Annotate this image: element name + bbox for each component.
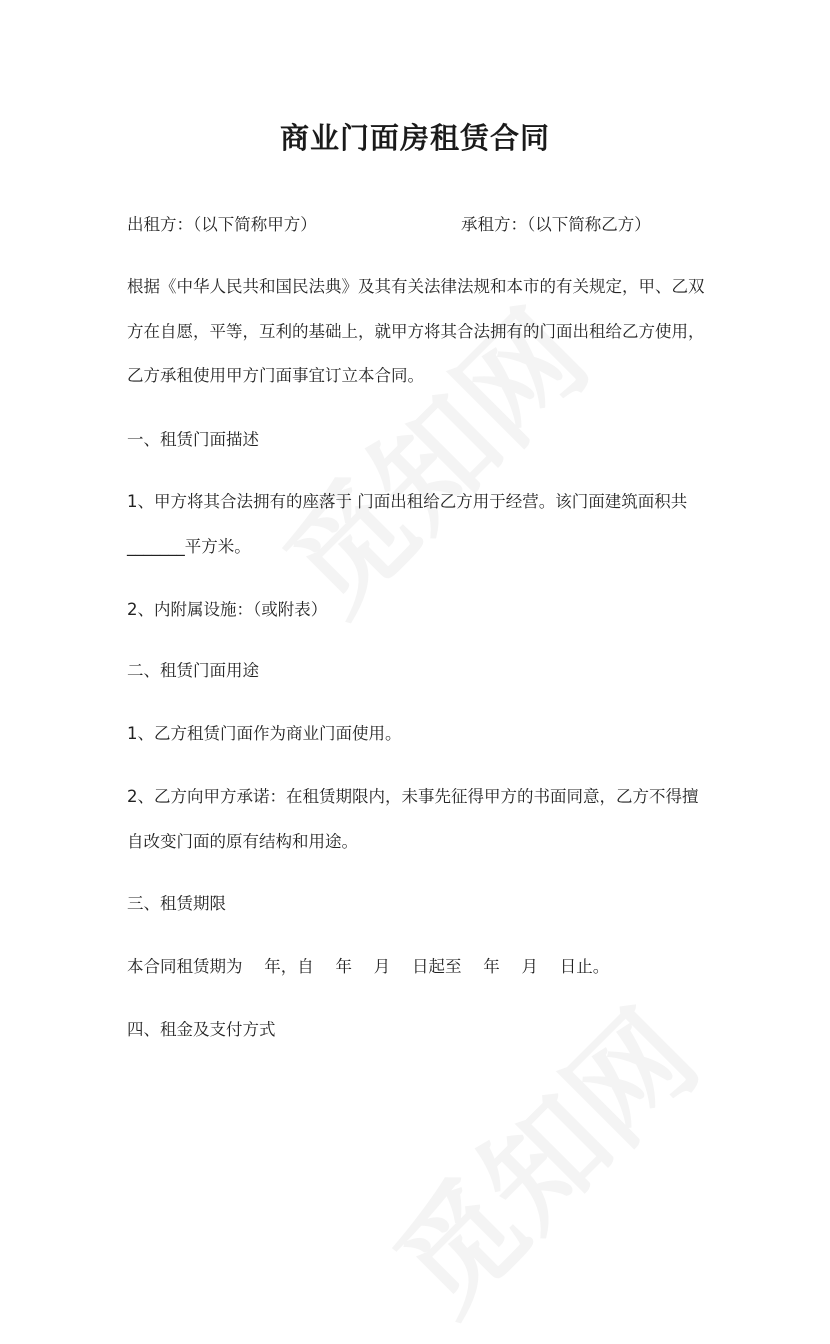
intro-line: 根据《中华人民共和国民法典》及其有关法律法规和本市的有关规定，甲、乙双 [127,277,705,296]
paragraph-line: 1、乙方租赁门面作为商业门面使用。 [127,724,402,743]
paragraph-line: 2、内附属设施：（或附表） [127,600,328,619]
lessor-label: 出租方：（以下简称甲方） [127,215,317,234]
document-title: 商业门面房租赁合同 [279,121,550,155]
paragraph-line: 2、乙方向甲方承诺：在租赁期限内，未事先征得甲方的书面同意，乙方不得擅 [127,787,699,806]
section-heading: 一、租赁门面描述 [127,430,259,449]
paragraph-line: _______平方米。 [127,537,251,556]
intro-line: 乙方承租使用甲方门面事宜订立本合同。 [127,366,424,385]
section-heading: 四、租金及支付方式 [127,1020,276,1039]
paragraph-line: 1、甲方将其合法拥有的座落于 门面出租给乙方用于经营。该门面建筑面积共 [127,492,688,511]
watermark [352,968,728,1344]
intro-line: 方在自愿，平等，互利的基础上，就甲方将其合法拥有的门面出租给乙方使用， [127,322,705,341]
section-heading: 二、租赁门面用途 [127,661,259,680]
paragraph-line: 自改变门面的原有结构和用途。 [127,832,358,851]
paragraph-line: 本合同租赁期为 年，自 年 月 日起至 年 月 日止。 [127,957,610,976]
lessee-label: 承租方：（以下简称乙方） [461,215,651,234]
section-heading: 三、租赁期限 [127,894,226,913]
